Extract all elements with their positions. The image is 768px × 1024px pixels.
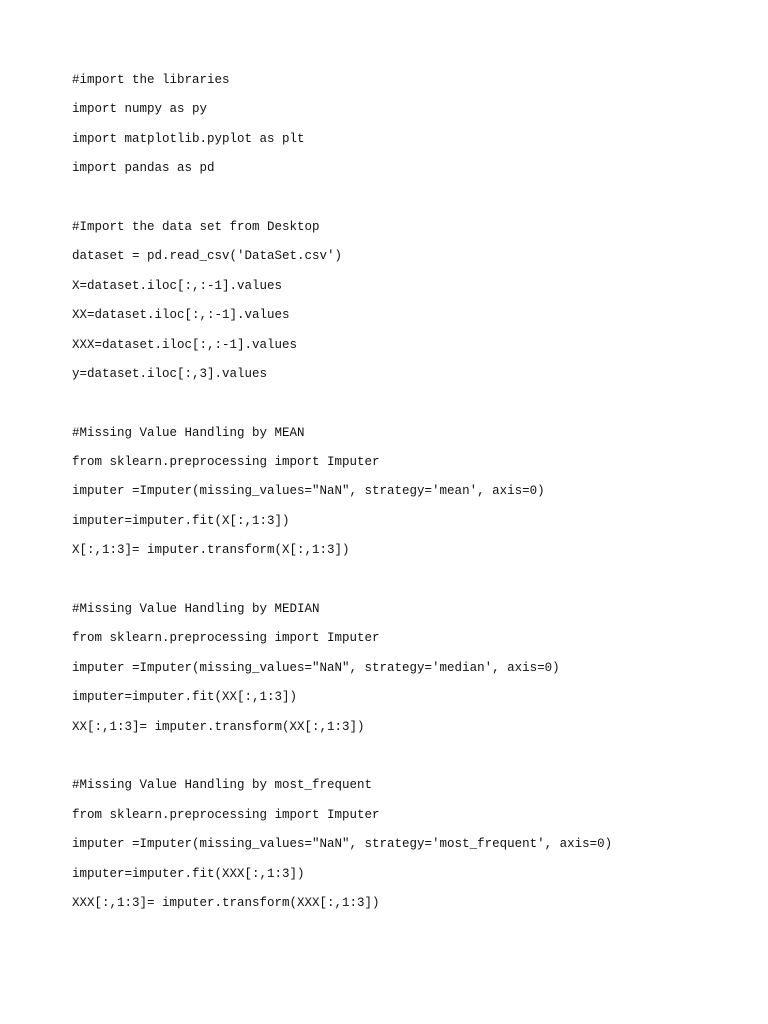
blank-line — [72, 566, 732, 595]
code-listing — [72, 66, 732, 918]
blank-line — [72, 389, 732, 418]
code-line: imputer=imputer.fit(X[:,1:3]) — [72, 513, 290, 528]
blank-line — [72, 742, 732, 771]
code-line: #Missing Value Handling by most_frequent — [72, 778, 373, 793]
code-line: from sklearn.preprocessing import Imputer — [72, 455, 380, 470]
code-line: imputer=imputer.fit(XX[:,1:3]) — [72, 690, 298, 705]
code-line: imputer=imputer.fit(XXX[:,1:3]) — [72, 866, 305, 881]
code-line: import pandas as pd — [72, 161, 215, 176]
code-line: #Missing Value Handling by MEDIAN — [72, 602, 320, 617]
code-line: y=dataset.iloc[:,3].values — [72, 366, 268, 381]
code-line: X[:,1:3]= imputer.transform(X[:,1:3]) — [72, 543, 350, 558]
code-line: imputer =Imputer(missing_values="NaN", strategy='mean', axis=0) — [72, 484, 545, 499]
code-line: import numpy as py — [72, 102, 208, 117]
code-line: imputer =Imputer(missing_values="NaN", strategy='most_frequent', axis=0) — [72, 837, 613, 852]
code-line: #Missing Value Handling by MEAN — [72, 425, 305, 440]
code-line: XXX[:,1:3]= imputer.transform(XXX[:,1:3]) — [72, 895, 380, 910]
code-line: XX[:,1:3]= imputer.transform(XX[:,1:3]) — [72, 719, 365, 734]
blank-line — [72, 184, 732, 213]
code-line: XXX=dataset.iloc[:,:-1].values — [72, 337, 298, 352]
code-line: dataset = pd.read_csv('DataSet.csv') — [72, 249, 343, 264]
code-line: from sklearn.preprocessing import Imputer — [72, 631, 380, 646]
code-line: XX=dataset.iloc[:,:-1].values — [72, 308, 290, 323]
code-line: from sklearn.preprocessing import Imputer — [72, 807, 380, 822]
code-line: #Import the data set from Desktop — [72, 219, 320, 234]
code-line: X=dataset.iloc[:,:-1].values — [72, 278, 283, 293]
code-line: #import the libraries — [72, 73, 230, 87]
code-line: imputer =Imputer(missing_values="NaN", strategy='median', axis=0) — [72, 660, 560, 675]
code-line: import matplotlib.pyplot as plt — [72, 131, 305, 146]
